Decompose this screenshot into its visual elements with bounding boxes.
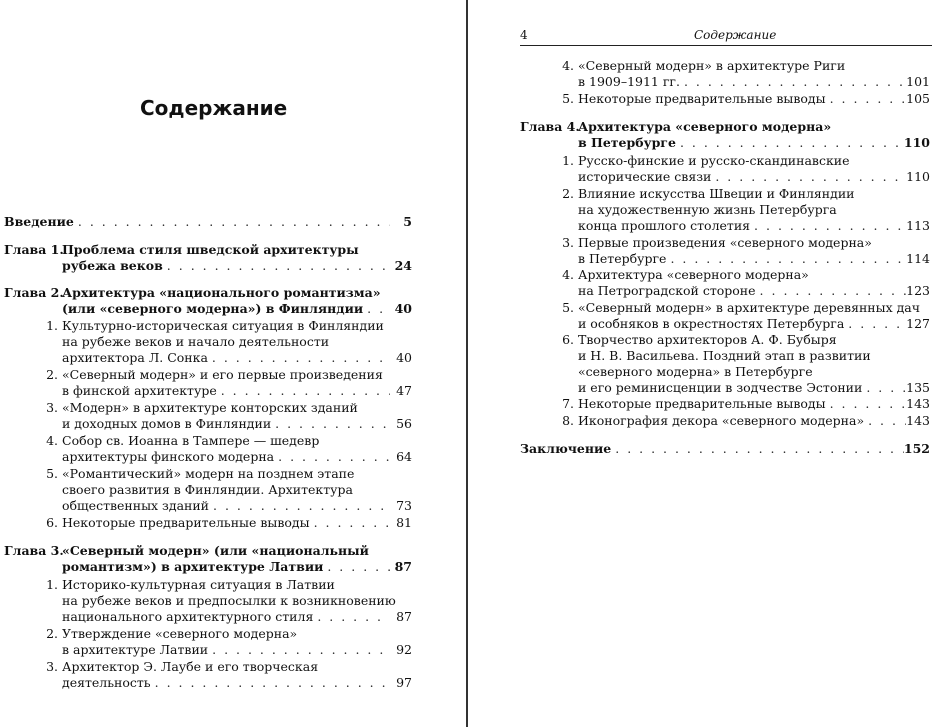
section-line: Архитектор Э. Лаубе и его творческая xyxy=(62,659,319,674)
toc-section-4-7[interactable] xyxy=(550,396,930,412)
section-number: 3. xyxy=(562,235,574,250)
dot-leader xyxy=(208,350,390,366)
toc-entry-chapter-1[interactable] xyxy=(4,242,412,274)
entry-title-line: (или «северного модерна») в Финляндии xyxy=(62,301,364,316)
page-number: 135 xyxy=(906,380,930,395)
section-line: Собор св. Иоанна в Тампере — шедевр xyxy=(62,433,320,448)
section-number: 4. xyxy=(46,433,58,448)
entry-title-line: рубежа веков xyxy=(62,258,163,273)
dot-leader xyxy=(163,258,390,274)
section-number: 1. xyxy=(46,318,58,333)
section-line: Первые произведения «северного модерна» xyxy=(578,235,872,250)
entry-title-line: романтизм») в архитектуре Латвии xyxy=(62,559,324,574)
dot-leader xyxy=(209,498,390,514)
page-number: 97 xyxy=(396,675,412,690)
dot-leader xyxy=(864,413,906,429)
dot-leader xyxy=(826,396,907,412)
page-number: 73 xyxy=(396,498,412,513)
section-line: своего развития в Финляндии. Архитектура xyxy=(62,482,353,497)
dot-leader xyxy=(74,214,390,230)
toc-entry-chapter-2[interactable] xyxy=(4,285,412,317)
page-number: 47 xyxy=(396,383,412,398)
toc-entry-chapter-4[interactable] xyxy=(520,119,930,151)
dot-leader xyxy=(271,416,390,432)
toc-section-3-5[interactable] xyxy=(550,91,930,107)
toc-entry-introduction[interactable] xyxy=(4,214,412,230)
section-line: «Северный модерн» в архитектуре деревянных дач xyxy=(578,300,921,315)
section-number: 5. xyxy=(562,91,574,106)
entry-title-line: в Петербурге xyxy=(578,135,676,150)
section-line: и его реминисценции в зодчестве Эстонии xyxy=(578,380,863,395)
toc-section-4-2[interactable] xyxy=(550,186,930,234)
section-number: 4. xyxy=(562,58,574,73)
dot-leader xyxy=(826,91,907,107)
toc-section-4-6[interactable] xyxy=(550,332,930,396)
section-line: «Северный модерн» и его первые произведения xyxy=(62,367,383,382)
section-line: Утверждение «северного модерна» xyxy=(62,626,298,641)
header-rule xyxy=(520,45,932,46)
toc-section-4-8[interactable] xyxy=(550,413,930,429)
page-number: 5 xyxy=(403,214,412,229)
right-page xyxy=(468,0,936,727)
section-line: Некоторые предварительные выводы xyxy=(578,396,826,411)
section-line: деятельность xyxy=(62,675,151,690)
page-number: 113 xyxy=(906,218,930,233)
chapter-label: Глава 1. xyxy=(4,242,64,257)
dot-leader xyxy=(750,218,906,234)
section-line: «Модерн» в архитектуре конторских зданий xyxy=(62,400,358,415)
section-number: 1. xyxy=(46,577,58,592)
section-line: общественных зданий xyxy=(62,498,210,513)
page-number: 81 xyxy=(396,515,412,530)
section-line: Некоторые предварительные выводы xyxy=(578,91,826,106)
page-number: 152 xyxy=(903,441,930,456)
section-line: на рубеже веков и предпосылки к возникновению xyxy=(62,593,396,608)
dot-leader xyxy=(611,441,904,457)
section-number: 2. xyxy=(46,626,58,641)
page-number: 87 xyxy=(396,609,412,624)
section-line: в финской архитектуре xyxy=(62,383,217,398)
chapter-label: Глава 3. xyxy=(4,543,64,558)
section-number: 4. xyxy=(562,267,574,282)
dot-leader xyxy=(323,559,390,575)
section-line: в 1909–1911 гг. xyxy=(578,74,680,89)
left-page xyxy=(0,0,466,727)
page-title: Содержание xyxy=(140,96,288,120)
toc-section-3-3[interactable] xyxy=(34,659,412,691)
section-line: и Н. В. Васильева. Поздний этап в развитии xyxy=(578,348,871,363)
entry-title: Введение xyxy=(4,214,74,229)
dot-leader xyxy=(862,380,906,396)
page-number: 64 xyxy=(396,449,412,464)
section-number: 3. xyxy=(46,400,58,415)
section-line: Русско-финские и русско-скандинавские xyxy=(578,153,850,168)
entry-title: Заключение xyxy=(520,441,612,456)
toc-section-3-2[interactable] xyxy=(34,626,412,658)
section-line: архитектуры финского модерна xyxy=(62,449,275,464)
page-number: 87 xyxy=(394,559,412,574)
toc-section-4-3[interactable] xyxy=(550,235,930,267)
section-line: «северного модерна» в Петербурге xyxy=(578,364,813,379)
toc-section-3-1[interactable] xyxy=(34,577,412,625)
running-head xyxy=(520,28,932,44)
entry-title-line: Архитектура «национального романтизма» xyxy=(62,285,381,300)
toc-section-2-1[interactable] xyxy=(34,318,412,366)
toc-section-4-5[interactable] xyxy=(550,300,930,332)
section-line: Культурно-историческая ситуация в Финляндии xyxy=(62,318,384,333)
section-line: «Романтический» модерн на позднем этапе xyxy=(62,466,355,481)
section-number: 7. xyxy=(562,396,574,411)
toc-section-2-6[interactable] xyxy=(34,515,412,531)
header-title: Содержание xyxy=(694,28,777,42)
dot-leader xyxy=(313,609,390,625)
section-line: Иконография декора «северного модерна» xyxy=(578,413,865,428)
toc-section-2-3[interactable] xyxy=(34,400,412,432)
section-line: Архитектура «северного модерна» xyxy=(578,267,809,282)
toc-section-4-4[interactable] xyxy=(550,267,930,299)
section-number: 6. xyxy=(562,332,574,347)
toc-section-2-2[interactable] xyxy=(34,367,412,399)
entry-title-line: «Северный модерн» (или «национальный xyxy=(62,543,369,558)
toc-section-3-4[interactable] xyxy=(550,58,930,90)
page-number: 56 xyxy=(396,416,412,431)
section-line: в архитектуре Латвии xyxy=(62,642,209,657)
toc-section-2-5[interactable] xyxy=(34,466,412,514)
section-line: в Петербурге xyxy=(578,251,667,266)
dot-leader xyxy=(676,135,904,151)
dot-leader xyxy=(363,301,390,317)
section-number: 1. xyxy=(562,153,574,168)
section-line: Историко-культурная ситуация в Латвии xyxy=(62,577,335,592)
page-number: 24 xyxy=(394,258,412,273)
page-number: 114 xyxy=(906,251,930,266)
page-number: 101 xyxy=(906,74,930,89)
section-line: на художественную жизнь Петербурга xyxy=(578,202,837,217)
section-line: «Северный модерн» в архитектуре Риги xyxy=(578,58,846,73)
dot-leader xyxy=(756,283,907,299)
toc-entry-chapter-3[interactable] xyxy=(4,543,412,575)
section-line: архитектора Л. Сонка xyxy=(62,350,208,365)
section-line: Творчество архитекторов А. Ф. Бубыря xyxy=(578,332,837,347)
section-number: 5. xyxy=(562,300,574,315)
page-number: 92 xyxy=(396,642,412,657)
page-number: 143 xyxy=(906,413,930,428)
dot-leader xyxy=(274,449,390,465)
section-line: конца прошлого столетия xyxy=(578,218,751,233)
section-number: 2. xyxy=(46,367,58,382)
section-line: исторические связи xyxy=(578,169,712,184)
entry-title-line: Архитектура «северного модерна» xyxy=(578,119,832,134)
page-number: 143 xyxy=(906,396,930,411)
page-number: 123 xyxy=(906,283,930,298)
dot-leader xyxy=(844,316,906,332)
dot-leader xyxy=(680,74,906,90)
page-number: 105 xyxy=(906,91,930,106)
section-line: Некоторые предварительные выводы xyxy=(62,515,310,530)
page-number: 110 xyxy=(906,169,930,184)
section-line: и доходных домов в Финляндии xyxy=(62,416,272,431)
chapter-label: Глава 2. xyxy=(4,285,64,300)
header-page-number: 4 xyxy=(520,28,528,42)
dot-leader xyxy=(217,383,390,399)
section-line: национального архитектурного стиля xyxy=(62,609,314,624)
dot-leader xyxy=(208,642,390,658)
section-line: Влияние искусства Швеции и Финляндии xyxy=(578,186,855,201)
page-number: 110 xyxy=(903,135,930,150)
section-number: 3. xyxy=(46,659,58,674)
toc-section-4-1[interactable] xyxy=(550,153,930,185)
dot-leader xyxy=(666,251,906,267)
entry-title-line: Проблема стиля шведской архитектуры xyxy=(62,242,359,257)
page-number: 40 xyxy=(396,350,412,365)
section-line: и особняков в окрестностях Петербурга xyxy=(578,316,845,331)
toc-section-2-4[interactable] xyxy=(34,433,412,465)
section-number: 8. xyxy=(562,413,574,428)
dot-leader xyxy=(151,675,390,691)
section-line: на рубеже веков и начало деятельности xyxy=(62,334,330,349)
section-line: на Петроградской стороне xyxy=(578,283,756,298)
section-number: 6. xyxy=(46,515,58,530)
dot-leader xyxy=(310,515,390,531)
chapter-label: Глава 4. xyxy=(520,119,580,134)
dot-leader xyxy=(711,169,906,185)
page-number: 127 xyxy=(906,316,930,331)
section-number: 2. xyxy=(562,186,574,201)
toc-entry-conclusion[interactable] xyxy=(520,441,930,457)
page-number: 40 xyxy=(394,301,412,316)
section-number: 5. xyxy=(46,466,58,481)
